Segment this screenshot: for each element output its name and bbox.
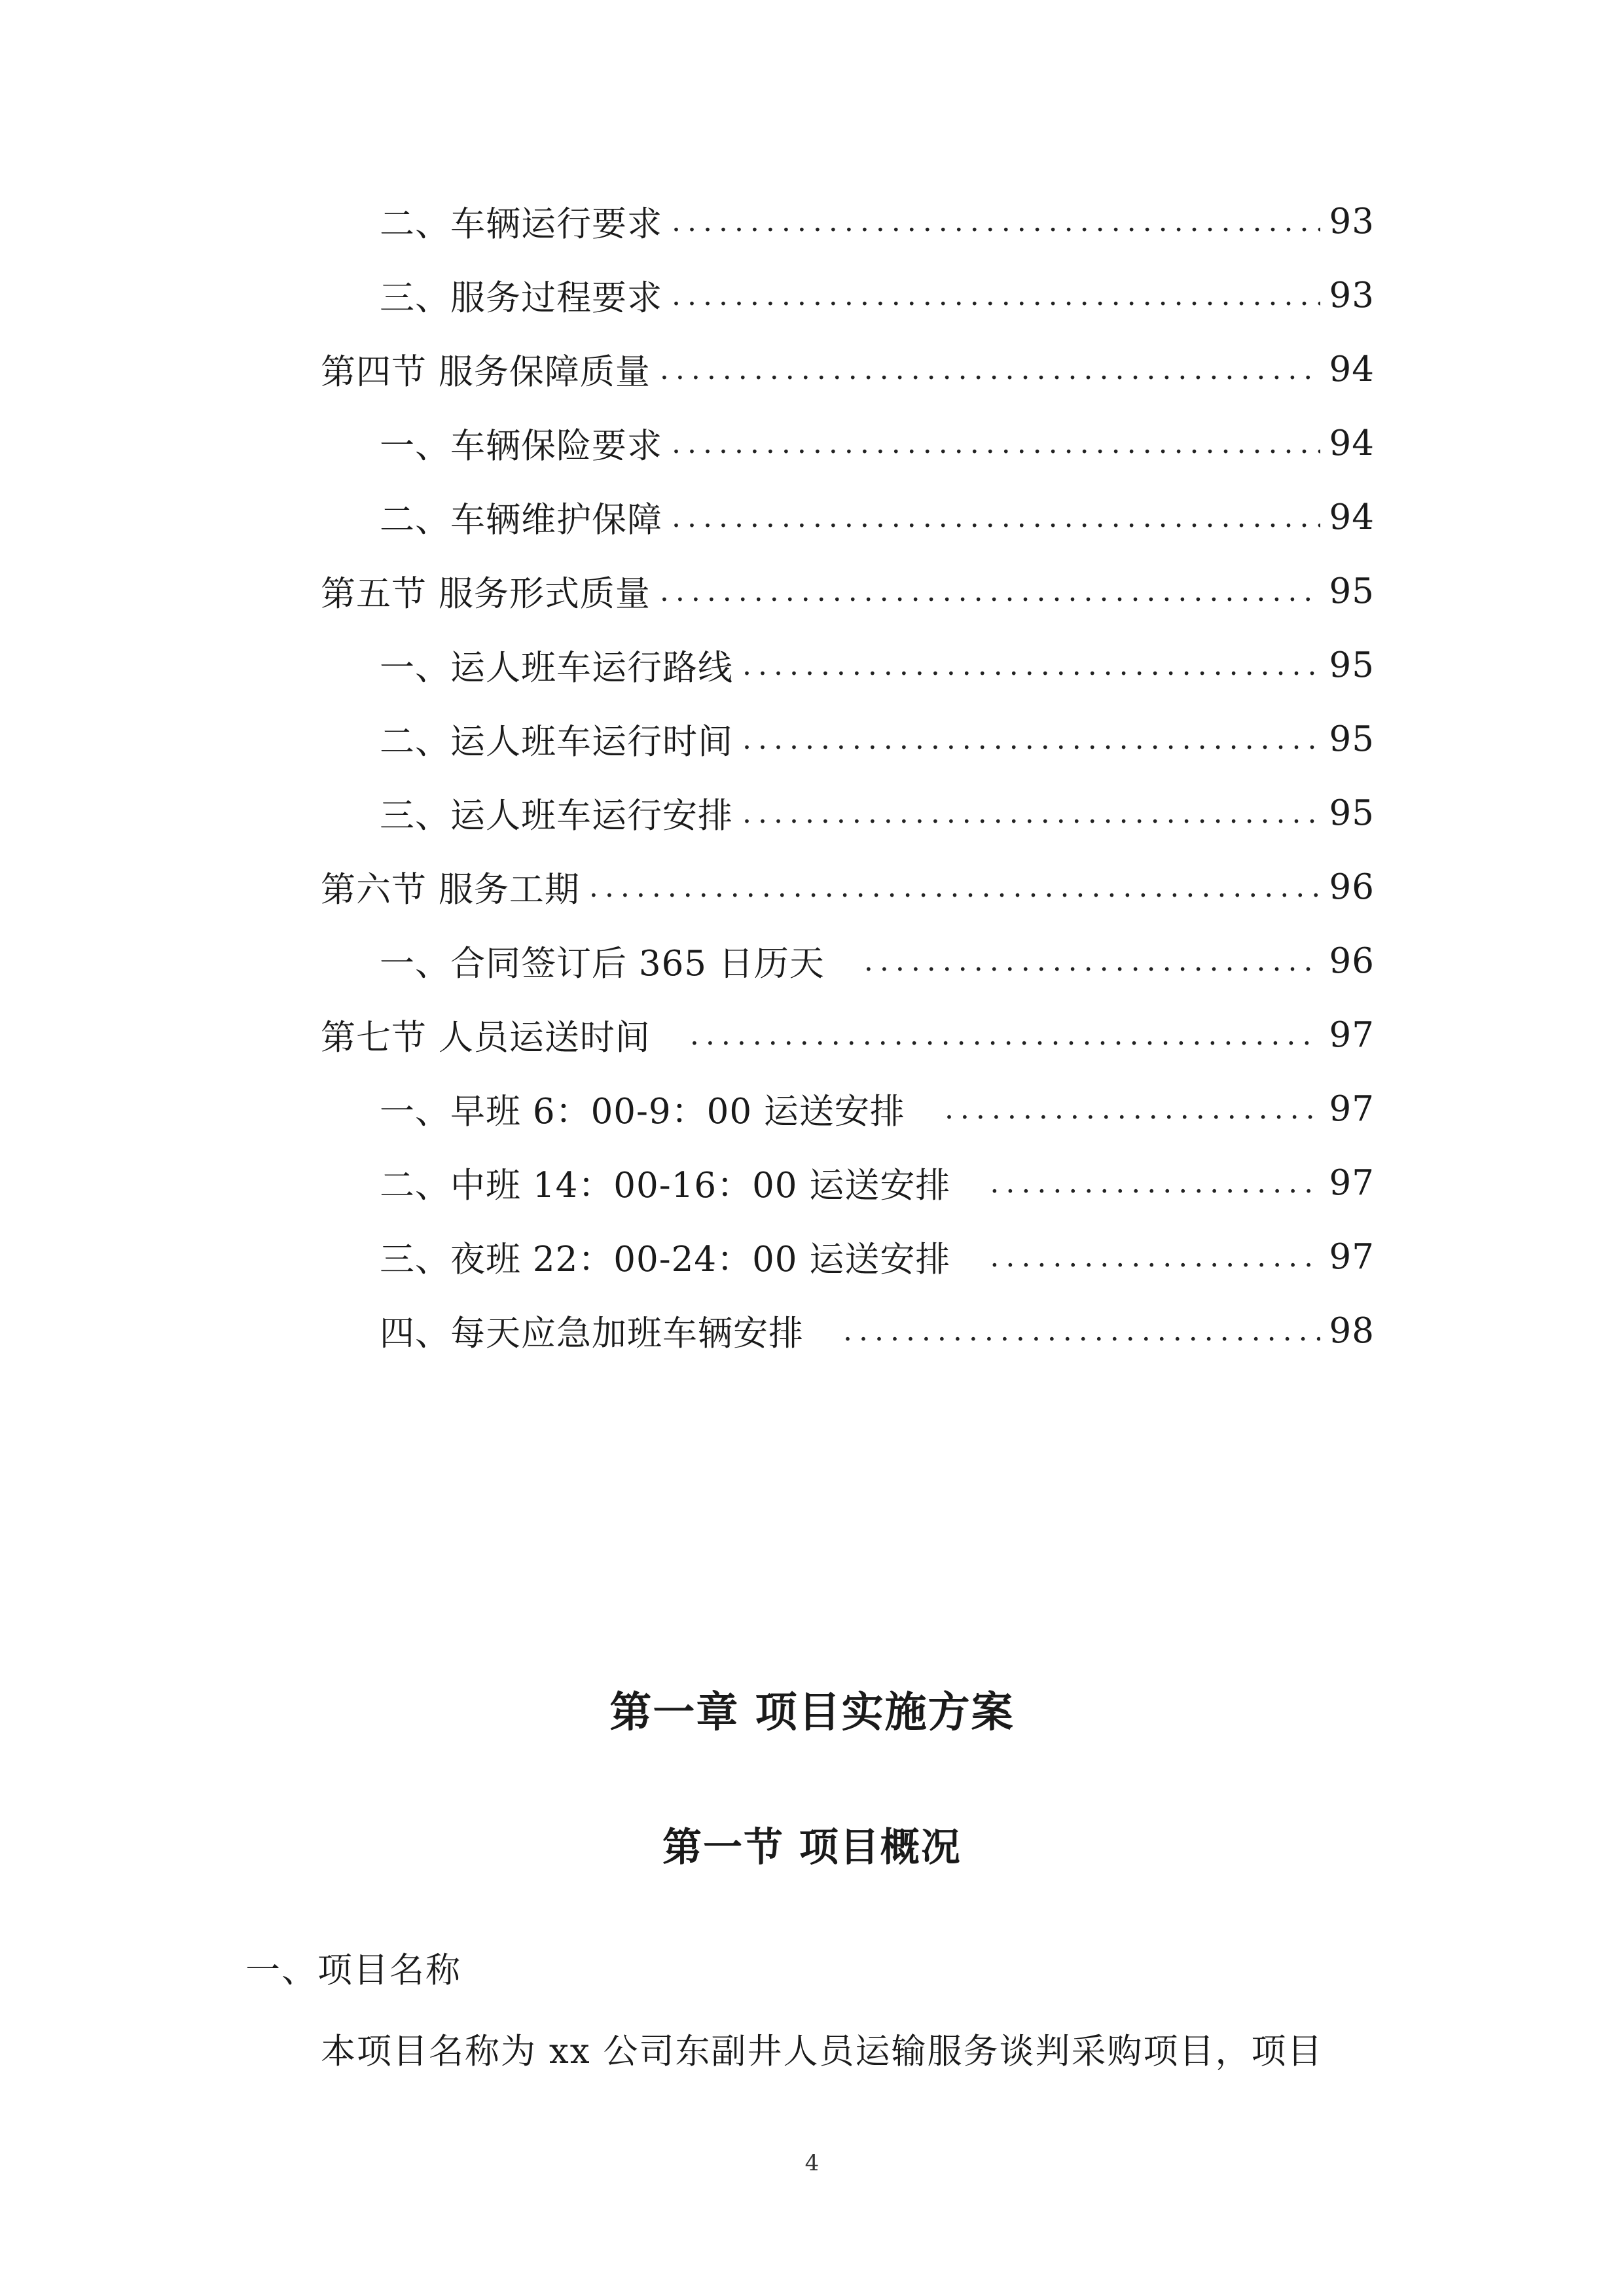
dot-leader (742, 723, 1320, 756)
toc-entry-title: 一、车辆保险要求 (380, 426, 662, 466)
toc-entry-page: 94 (1329, 497, 1375, 537)
toc-entry[interactable] (380, 935, 1375, 987)
dot-leader (742, 797, 1320, 830)
toc-entry-title: 二、中班 14：00-16：00 运送安排 (380, 1166, 951, 1206)
toc-entry-title: 一、合同签订后 365 日历天 (380, 944, 825, 984)
toc-entry[interactable] (321, 1009, 1375, 1061)
toc-entry[interactable] (380, 639, 1375, 691)
toc-entry[interactable] (380, 195, 1375, 247)
toc-entry[interactable] (380, 1083, 1375, 1135)
toc-entry-page: 97 (1329, 1236, 1375, 1277)
dot-leader (843, 1314, 1320, 1348)
toc-entry[interactable] (380, 269, 1375, 321)
toc-entry-page: 93 (1329, 275, 1375, 315)
dot-leader (672, 205, 1320, 238)
toc-entry-page: 95 (1329, 719, 1375, 759)
toc-entry-title: 第四节 服务保障质量 (321, 352, 651, 392)
toc-entry[interactable] (321, 343, 1375, 395)
body-paragraph: 本项目名称为 xx 公司东副井人员运输服务谈判采购项目，项目 (321, 2032, 1324, 2072)
toc-entry[interactable] (380, 713, 1375, 765)
dot-leader (990, 1240, 1320, 1274)
toc-entry-title: 一、早班 6：00-9：00 运送安排 (380, 1092, 905, 1132)
toc-entry[interactable] (380, 1230, 1375, 1283)
toc-entry-page: 97 (1329, 1088, 1375, 1129)
toc-entry-page: 98 (1329, 1310, 1375, 1351)
dot-leader (589, 870, 1320, 904)
toc-entry-page: 95 (1329, 793, 1375, 833)
toc-entry-page: 97 (1329, 1014, 1375, 1055)
dot-leader (864, 944, 1320, 978)
toc-entry[interactable] (321, 861, 1375, 913)
toc-entry-title: 一、运人班车运行路线 (380, 648, 733, 688)
toc-entry[interactable] (321, 565, 1375, 617)
toc-entry-page: 93 (1329, 201, 1375, 242)
toc-entry-page: 96 (1329, 941, 1375, 981)
toc-entry-title: 二、运人班车运行时间 (380, 722, 733, 762)
dot-leader (945, 1092, 1320, 1126)
toc-entry[interactable] (380, 1157, 1375, 1209)
toc-entry-title: 二、车辆维护保障 (380, 500, 662, 540)
dot-leader (742, 649, 1320, 682)
dot-leader (672, 279, 1320, 312)
toc-entry-page: 95 (1329, 571, 1375, 611)
toc-entry[interactable] (380, 1304, 1375, 1357)
toc-entry-title: 第七节 人员运送时间 (321, 1018, 651, 1058)
toc-entry[interactable] (380, 491, 1375, 543)
dot-leader (690, 1018, 1320, 1052)
page-number: 4 (804, 2150, 820, 2176)
dot-leader (660, 353, 1320, 386)
chapter-title: 第一章 项目实施方案 (609, 1688, 1015, 1737)
toc-entry-title: 四、每天应急加班车辆安排 (380, 1314, 804, 1354)
toc-entry-title: 第五节 服务形式质量 (321, 574, 651, 614)
toc-entry-title: 三、服务过程要求 (380, 278, 662, 318)
toc-entry-page: 94 (1329, 349, 1375, 389)
toc-entry-page: 94 (1329, 423, 1375, 463)
toc-entry-title: 三、运人班车运行安排 (380, 796, 733, 836)
toc-entry-title: 二、车辆运行要求 (380, 204, 662, 244)
toc-entry-page: 95 (1329, 645, 1375, 685)
dot-leader (660, 575, 1320, 608)
dot-leader (990, 1166, 1320, 1200)
toc-entry[interactable] (380, 417, 1375, 469)
toc-entry-title: 第六节 服务工期 (321, 870, 580, 910)
dot-leader (672, 501, 1320, 534)
subheading-project-name: 一、项目名称 (245, 1950, 461, 1990)
dot-leader (672, 427, 1320, 460)
section-title: 第一节 项目概况 (662, 1825, 962, 1871)
toc-entry-page: 97 (1329, 1162, 1375, 1203)
toc-entry-title: 三、夜班 22：00-24：00 运送安排 (380, 1240, 951, 1280)
toc-entry-page: 96 (1329, 867, 1375, 907)
toc-entry[interactable] (380, 787, 1375, 839)
